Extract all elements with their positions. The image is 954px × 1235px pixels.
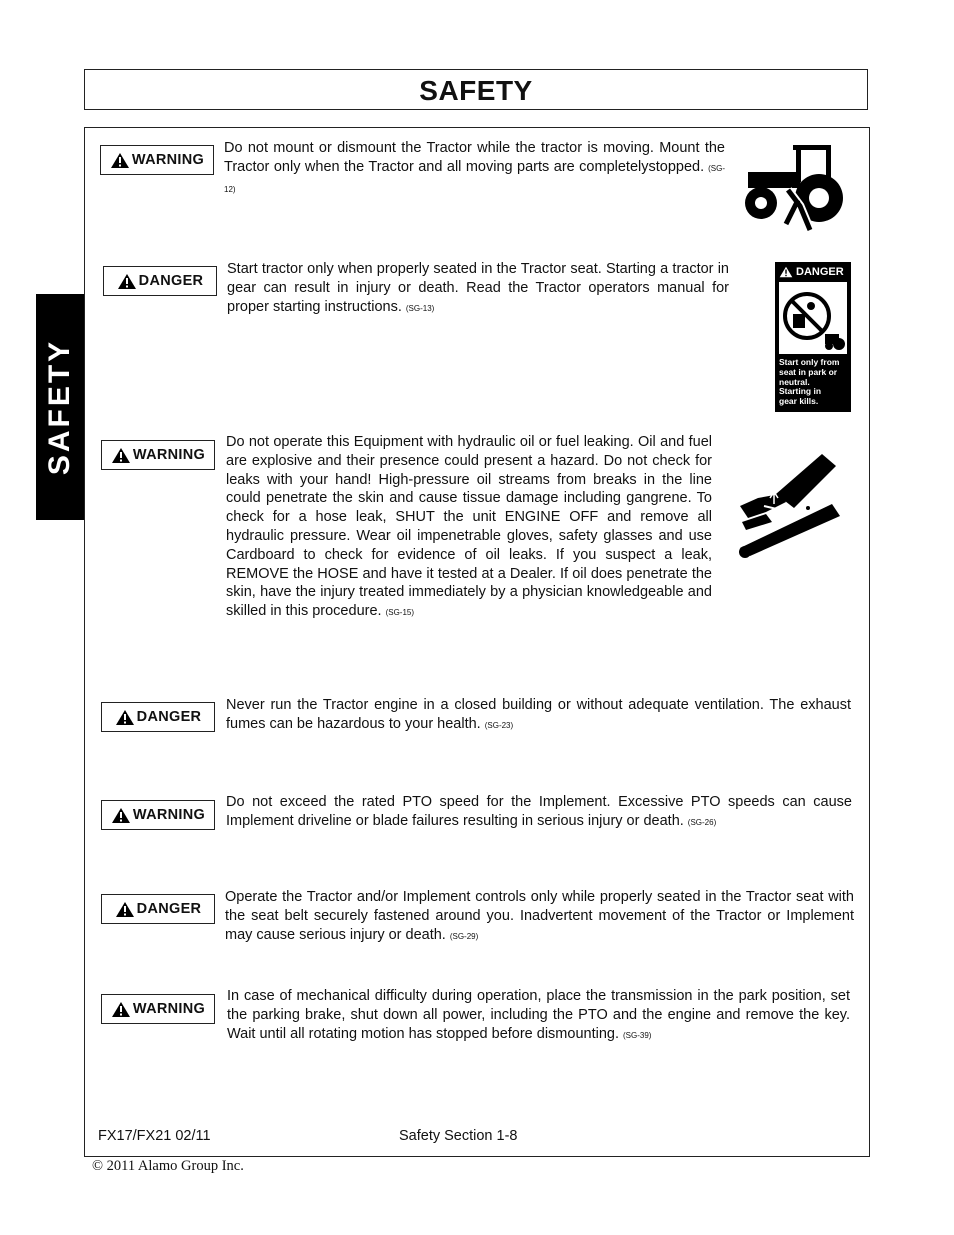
safety-message	[226, 793, 852, 833]
warning-label	[100, 145, 214, 175]
safety-message	[226, 696, 851, 736]
message-code: (SG-15)	[385, 608, 415, 618]
alert-triangle-icon	[111, 447, 131, 464]
alert-triangle-icon	[115, 901, 135, 918]
message-code: (SG-12)	[224, 163, 725, 194]
alert-triangle-icon	[779, 266, 793, 278]
alert-triangle-icon	[111, 807, 131, 824]
alert-triangle-icon	[111, 1001, 131, 1018]
message-text: Do not exceed the rated PTO speed for the Implement. Excessive PTO speeds can cause Implement driveline or blade failures resulting in serious injury or death.	[226, 794, 852, 829]
danger-decal	[775, 262, 851, 412]
danger-label	[101, 702, 215, 732]
safety-message	[227, 987, 850, 1045]
danger-label	[101, 894, 215, 924]
warning-label	[101, 440, 215, 470]
decal-line: seat in park or	[779, 366, 838, 377]
page-title: SAFETY	[419, 75, 533, 106]
label-word: WARNING	[131, 152, 205, 168]
hydraulic-injection-icon	[736, 452, 842, 558]
message-code: (SG-23)	[484, 720, 514, 730]
decal-line: Starting in	[779, 386, 822, 397]
tractor-runover-icon	[740, 140, 848, 240]
message-code: (SG-13)	[405, 303, 435, 313]
label-word: DANGER	[136, 901, 202, 917]
safety-message	[225, 888, 854, 946]
label-word: DANGER	[136, 709, 202, 725]
warning-label	[101, 800, 215, 830]
message-text: Do not operate this Equipment with hydraulic oil or fuel leaking. Oil and fuel are explosive and their presence could present a hazard. Do not check for leaks with your hand! High-pressure oil streams from breaks in the line could penetrate the skin and cause tissue damage including gangrene. To check for a hose leak, SHUT the unit ENGINE OFF and remove all hydraulic pressure. Wear oil impenetrable gloves, safety glasses and use Cardboard to check for evidence of oil leaks. If you suspect a leak, REMOVE the HOSE and have it tested at a Dealer. If oil does penetrate the skin, have the injury treated immediately by a physician knowledgeable and skilled in this procedure.	[226, 434, 712, 620]
message-code: (SG-39)	[623, 1030, 652, 1040]
alert-triangle-icon	[110, 152, 130, 169]
footer-model: FX17/FX21 02/11	[98, 1128, 211, 1144]
message-text: Do not mount or dismount the Tractor while the tractor is moving. Mount the Tractor only when the Tractor and all moving parts are completelystopped.	[224, 140, 725, 175]
label-word: WARNING	[132, 1001, 206, 1017]
label-word: WARNING	[132, 447, 206, 463]
footer-section: Safety Section 1-8	[399, 1128, 518, 1144]
safety-message	[224, 139, 725, 199]
copyright: © 2011 Alamo Group Inc.	[92, 1158, 244, 1174]
warning-label	[101, 994, 215, 1024]
label-word: DANGER	[138, 273, 204, 289]
message-code: (SG-29)	[449, 931, 479, 941]
decal-line: gear kills.	[779, 396, 819, 407]
message-text: Operate the Tractor and/or Implement controls only while properly seated in the Tractor seat with the seat belt securely fastened around you. Inadvertent movement of the Tractor or Implement may cause serious injury or death.	[225, 889, 854, 943]
decal-line: neutral.	[779, 376, 810, 387]
decal-header: DANGER	[796, 266, 844, 278]
safety-message	[227, 260, 729, 318]
page-header	[84, 69, 868, 110]
decal-pictogram	[779, 282, 847, 354]
label-word: WARNING	[132, 807, 206, 823]
no-ground-start-icon	[779, 282, 847, 354]
message-text: Never run the Tractor engine in a closed building or without adequate ventilation. The exhaust fumes can be hazardous to your health.	[226, 697, 851, 732]
message-code: (SG-26)	[687, 817, 717, 827]
safety-message	[226, 433, 712, 623]
message-text: In case of mechanical difficulty during operation, place the transmission in the park position, set the parking brake, shut down all power, including the PTO and the engine and remove the key. Wait until all rotating motion has stopped before dismounting.	[227, 988, 850, 1042]
alert-triangle-icon	[117, 273, 137, 290]
decal-line: Start only from	[779, 357, 840, 367]
decal-text	[775, 354, 851, 407]
side-tab-label: SAFETY	[43, 338, 76, 476]
message-text: Start tractor only when properly seated in the Tractor seat. Starting a tractor in gear can result in injury or death. Read the Tractor operators manual for proper starting instructions.	[227, 261, 729, 315]
danger-label	[103, 266, 217, 296]
alert-triangle-icon	[115, 709, 135, 726]
section-side-tab	[36, 294, 84, 520]
